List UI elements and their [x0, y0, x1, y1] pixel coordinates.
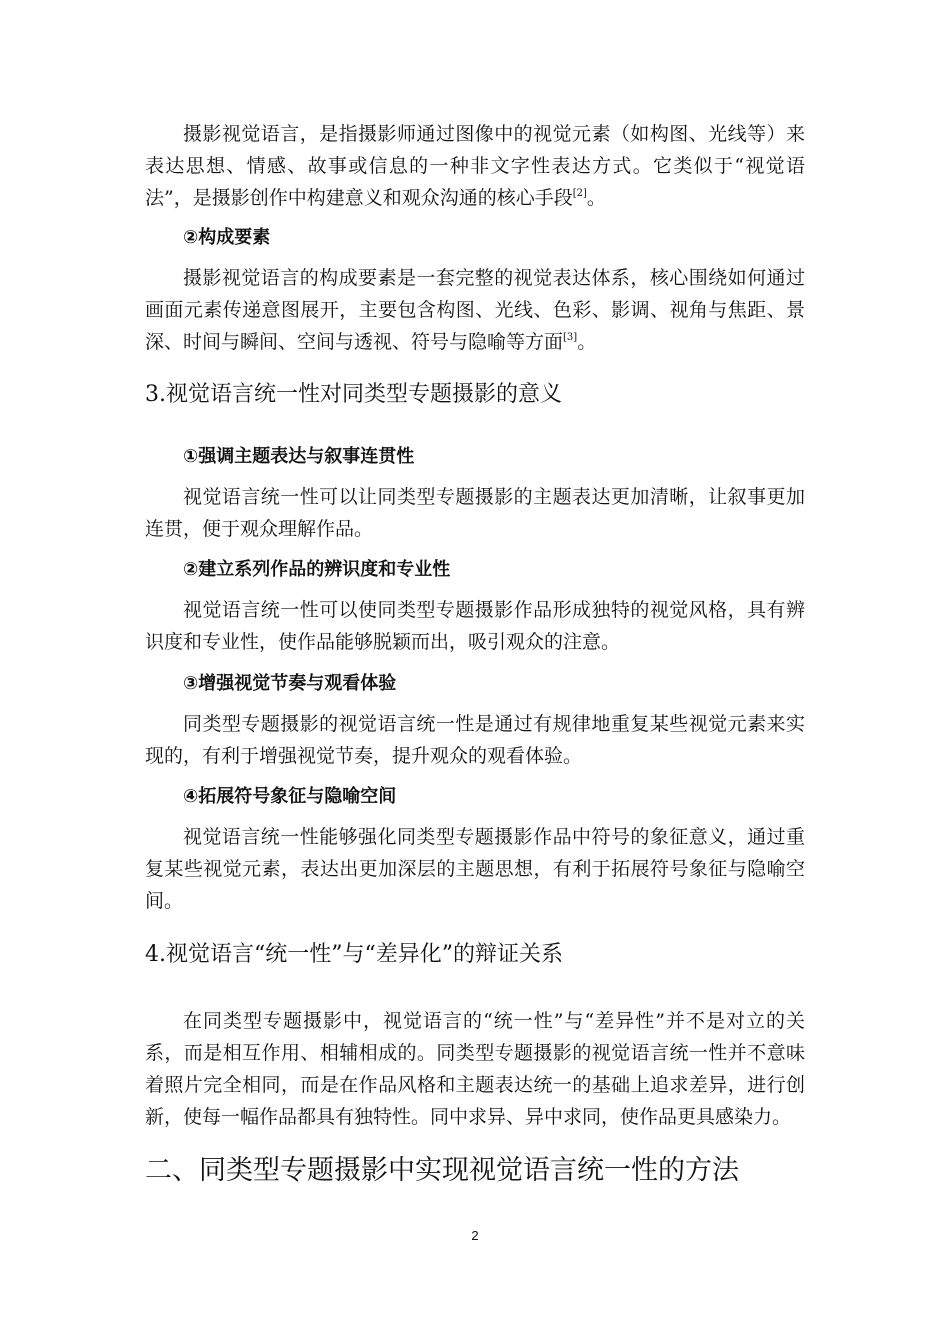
subheading-visual-rhythm: ③增强视觉节奏与观看体验 — [183, 673, 397, 694]
paragraph-end: 。 — [586, 187, 606, 209]
paragraph-text: 摄影视觉语言的构成要素是一套完整的视觉表达体系，核心围绕如何通过画面元素传递意图展开，主要包含构图、光线、色彩、影调、视角与焦距、景深、时间与瞬间、空间与透视、符号与隐喻等方面 — [145, 267, 805, 353]
citation: [3] — [563, 332, 578, 343]
subheading-composition-elements: ②构成要素 — [183, 227, 271, 248]
subheading-symbolism: ④拓展符号象征与隐喻空间 — [183, 786, 397, 807]
paragraph-composition-elements — [145, 262, 805, 358]
paragraph-symbolism: 视觉语言统一性能够强化同类型专题摄影作品中符号的象征意义，通过重复某些视觉元素，表达出更加深层的主题思想，有利于拓展符号象征与隐喻空间。 — [145, 826, 805, 912]
subheading-recognizability: ②建立系列作品的辨识度和专业性 — [183, 559, 451, 580]
paragraph-theme-expression: 视觉语言统一性可以让同类型专题摄影的主题表达更加清晰，让叙事更加连贯，便于观众理解作品。 — [145, 486, 805, 540]
section-heading-4: 4.视觉语言“统一性”与“差异化”的辩证关系 — [145, 942, 563, 967]
paragraph-text: 摄影视觉语言，是指摄影师通过图像中的视觉元素（如构图、光线等）来表达思想、情感、故事或信息的一种非文字性表达方式。它类似于“视觉语法”，是摄影创作中构建意义和观众沟通的核心手段 — [145, 123, 805, 209]
section-heading-3: 3.视觉语言统一性对同类型专题摄影的意义 — [145, 382, 562, 407]
chapter-heading-2: 二、同类型专题摄影中实现视觉语言统一性的方法 — [145, 1155, 739, 1186]
paragraph-recognizability: 视觉语言统一性可以使同类型专题摄影作品形成独特的视觉风格，具有辨识度和专业性，使作品能够脱颖而出，吸引观众的注意。 — [145, 599, 805, 653]
paragraph-end: 。 — [577, 331, 597, 353]
paragraph-visual-language-definition — [145, 118, 805, 214]
subheading-theme-expression: ①强调主题表达与叙事连贯性 — [183, 446, 415, 467]
citation: [2] — [572, 188, 587, 199]
paragraph-dialectical-relation: 在同类型专题摄影中，视觉语言的“统一性”与“差异性”并不是对立的关系，而是相互作用、相辅相成的。同类型专题摄影的视觉语言统一性并不意味着照片完全相同，而是在作品风格和主题表达统一的基础上追求差异，进行创新，使每一幅作品都具有独特性。同中求异、异中求同，使作品更具感染力。 — [145, 1010, 805, 1128]
paragraph-visual-rhythm: 同类型专题摄影的视觉语言统一性是通过有规律地重复某些视觉元素来实现的，有利于增强视觉节奏，提升观众的观看体验。 — [145, 713, 805, 767]
page-number: 2 — [471, 1228, 479, 1243]
